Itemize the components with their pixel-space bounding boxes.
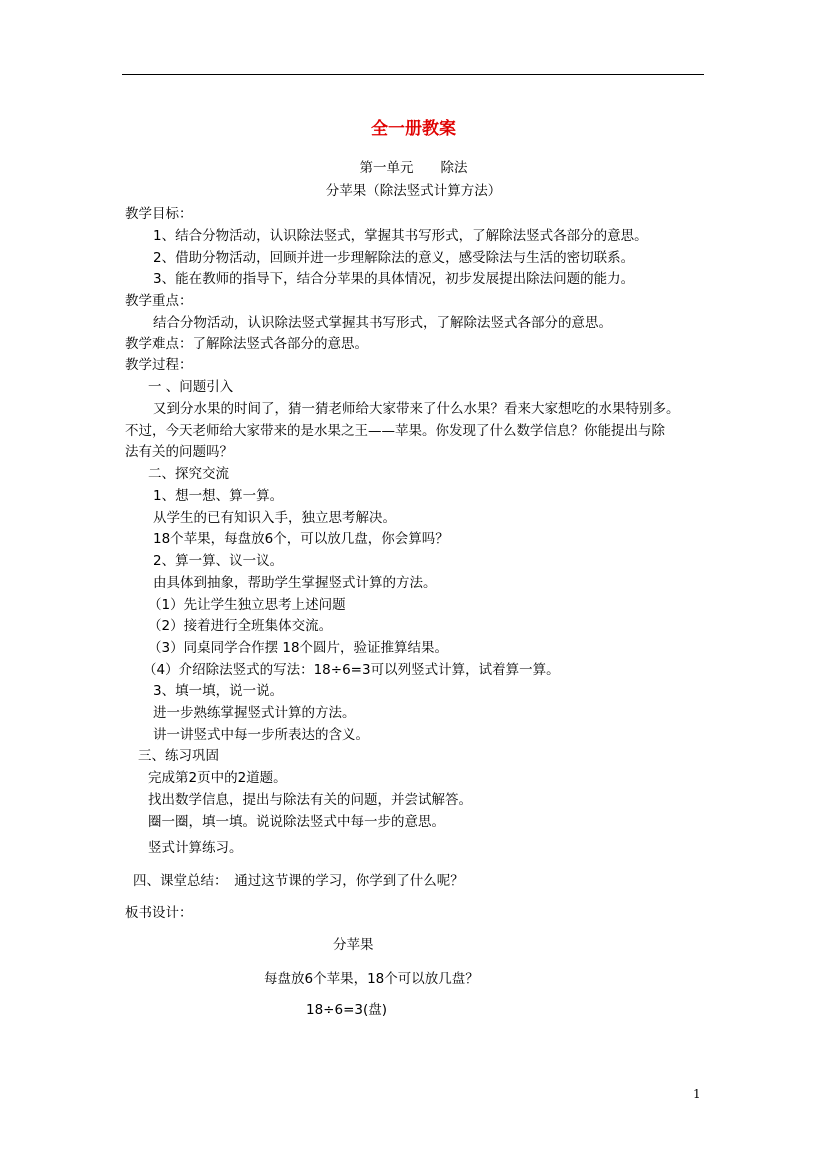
step-3-note-1: 进一步熟练掌握竖式计算的方法。: [153, 705, 356, 721]
objectives-heading: 教学目标：: [125, 206, 193, 222]
practice-item-2: 找出数学信息，提出与除法有关的问题，并尝试解答。: [148, 792, 472, 808]
document-title: 全一册教案: [371, 119, 456, 139]
process-heading: 教学过程：: [125, 357, 193, 373]
board-title: 分苹果: [333, 937, 374, 953]
step-2-item-3: （3）同桌同学合作摆 18个圆片，验证推算结果。: [148, 640, 449, 656]
practice-item-4: 竖式计算练习。: [148, 840, 243, 856]
summary-line: 四、课堂总结： 通过这节课的学习，你学到了什么呢？: [133, 873, 464, 889]
step-3-note-2: 讲一讲竖式中每一步所表达的含义。: [153, 727, 369, 743]
step-2-note: 由具体到抽象，帮助学生掌握竖式计算的方法。: [153, 575, 437, 591]
step-1: 1、想一想、算一算。: [153, 488, 284, 504]
page-number: 1: [693, 1087, 701, 1101]
step-3: 3、填一填，说一说。: [153, 683, 284, 699]
practice-item-3: 圈一圈，填一填。说说除法竖式中每一步的意思。: [148, 814, 445, 830]
lesson-heading: 分苹果（除法竖式计算方法）: [325, 183, 502, 199]
unit-heading: 第一单元 除法: [359, 160, 468, 176]
section-3-heading: 三、练习巩固: [138, 748, 219, 764]
step-2: 2、算一算、议一议。: [153, 553, 284, 569]
objective-1: 1、结合分物活动，认识除法竖式，掌握其书写形式，了解除法竖式各部分的意思。: [153, 228, 648, 244]
difficulty-text: 教学难点：了解除法竖式各部分的意思。: [125, 336, 368, 352]
step-1-question: 18个苹果，每盘放6个，可以放几盘，你会算吗？: [153, 531, 449, 547]
board-heading: 板书设计：: [125, 905, 193, 921]
step-2-item-1: （1）先让学生独立思考上述问题: [148, 597, 346, 613]
step-1-note: 从学生的已有知识入手，独立思考解决。: [153, 510, 396, 526]
section-1-heading: 一 、问题引入: [148, 379, 234, 395]
board-equation: 18÷6=3(盘): [306, 1002, 388, 1018]
section-2-heading: 二、探究交流: [148, 466, 229, 482]
section-1-para-line-2: 不过，今天老师给大家带来的是水果之王——苹果。你发现了什么数学信息？你能提出与除: [125, 423, 665, 439]
practice-item-1: 完成第2页中的2道题。: [148, 770, 287, 786]
section-1-para-line-3: 法有关的问题吗？: [125, 444, 233, 460]
section-1-para-line-1: 又到分水果的时间了，猜一猜老师给大家带来了什么水果？看来大家想吃的水果特别多。: [153, 401, 680, 417]
step-2-item-2: （2）接着进行全班集体交流。: [148, 618, 333, 634]
board-question: 每盘放6个苹果，18个可以放几盘？: [264, 971, 479, 987]
objective-3: 3、能在教师的指导下，结合分苹果的具体情况，初步发展提出除法问题的能力。: [153, 271, 635, 287]
key-points-heading: 教学重点：: [125, 293, 193, 309]
header-rule: [122, 74, 704, 75]
key-points-text: 结合分物活动，认识除法竖式掌握其书写形式，了解除法竖式各部分的意思。: [153, 315, 612, 331]
objective-2: 2、借助分物活动，回顾并进一步理解除法的意义，感受除法与生活的密切联系。: [153, 250, 635, 266]
step-2-item-4: （4）介绍除法竖式的写法：18÷6=3可以列竖式计算，试着算一算。: [143, 662, 560, 678]
